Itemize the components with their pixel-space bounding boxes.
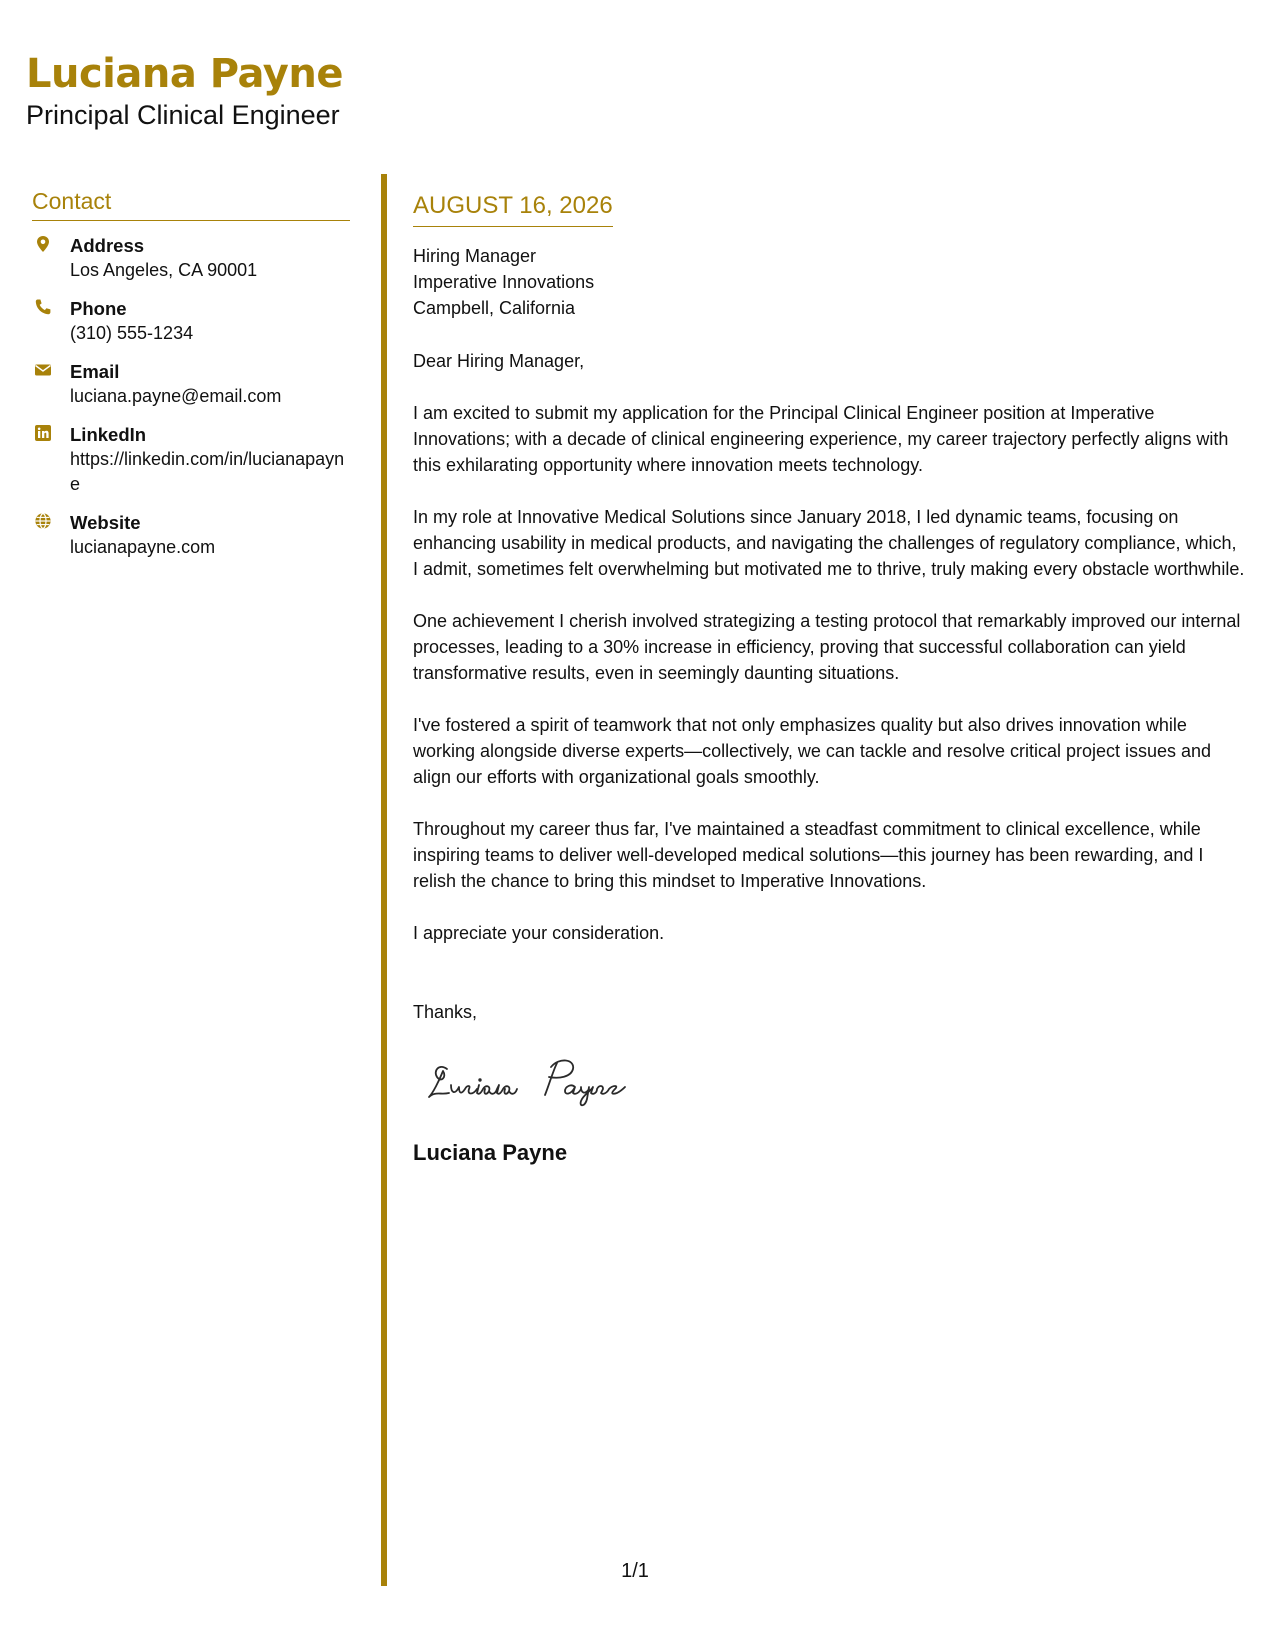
recipient-line: Campbell, California	[413, 298, 576, 318]
recipient-line: Imperative Innovations	[413, 272, 595, 292]
contact-item-email	[32, 359, 350, 409]
contact-item-website	[32, 510, 350, 560]
applicant-title: Principal Clinical Engineer	[26, 100, 340, 130]
envelope-icon	[34, 361, 52, 379]
contact-heading: Contact	[32, 186, 350, 221]
signer-name: Luciana Payne	[413, 1140, 568, 1165]
contact-item-phone	[32, 296, 350, 346]
contact-value: lucianapayne.com	[70, 537, 216, 557]
header	[26, 50, 343, 132]
contact-label: Email	[70, 361, 120, 382]
globe-icon	[34, 512, 52, 530]
closing: Thanks,	[413, 1002, 478, 1022]
contact-value: (310) 555-1234	[70, 323, 194, 343]
recipient-line: Hiring Manager	[413, 246, 537, 266]
recipient-block	[413, 243, 1245, 321]
salutation: Dear Hiring Manager,	[413, 351, 585, 371]
letter-paragraph: I am excited to submit my application for the Principal Clinical Engineer position at Imperative Innovations; with a decade of clinical engineering experience, my career trajectory perfectly aligns with this exhilarating opportunity where innovation meets technology.	[413, 403, 1229, 475]
letter-paragraph: In my role at Innovative Medical Solutions since January 2018, I led dynamic teams, focusing on enhancing usability in medical products, and navigating the challenges of regulatory compliance, which, I admit, sometimes felt overwhelming but motivated me to thrive, truly making every obstacle worthwhile.	[413, 507, 1245, 579]
vertical-divider	[381, 174, 387, 1586]
linkedin-icon	[34, 424, 52, 442]
contact-sidebar	[32, 186, 350, 573]
contact-list	[32, 233, 350, 560]
letter-paragraph: I've fostered a spirit of teamwork that not only emphasizes quality but also drives innovation while working alongside diverse experts—collectively, we can tackle and resolve critical project issues and align our efforts with organizational goals smoothly.	[413, 715, 1212, 787]
letter-date: AUGUST 16, 2026	[413, 190, 613, 227]
contact-label: Address	[70, 235, 145, 256]
contact-value: https://linkedin.com/in/lucianapayne	[70, 449, 345, 494]
contact-value: luciana.payne@email.com	[70, 386, 282, 406]
letter-paragraph: Throughout my career thus far, I've maintained a steadfast commitment to clinical excellence, while inspiring teams to deliver well-developed medical solutions—this journey has been rewarding, and I relish the chance to bring this mindset to Imperative Innovations.	[413, 819, 1204, 891]
contact-label: LinkedIn	[70, 424, 147, 445]
letter-paragraph: One achievement I cherish involved strategizing a testing protocol that remarkably improved our internal processes, leading to a 30% increase in efficiency, proving that successful collaboration can yield transformative results, even in seemingly daunting situations.	[413, 611, 1241, 683]
contact-label: Website	[70, 512, 141, 533]
phone-icon	[34, 298, 52, 316]
contact-item-address	[32, 233, 350, 283]
contact-item-linkedin	[32, 422, 350, 497]
letter-paragraph: I appreciate your consideration.	[413, 923, 665, 943]
contact-value: Los Angeles, CA 90001	[70, 260, 258, 280]
letter-body	[413, 190, 1245, 1168]
handwritten-signature	[425, 1051, 665, 1113]
page-number: 1/1	[621, 1560, 649, 1582]
applicant-name: Luciana Payne	[26, 51, 343, 97]
contact-label: Phone	[70, 298, 127, 319]
map-pin-icon	[34, 235, 52, 253]
